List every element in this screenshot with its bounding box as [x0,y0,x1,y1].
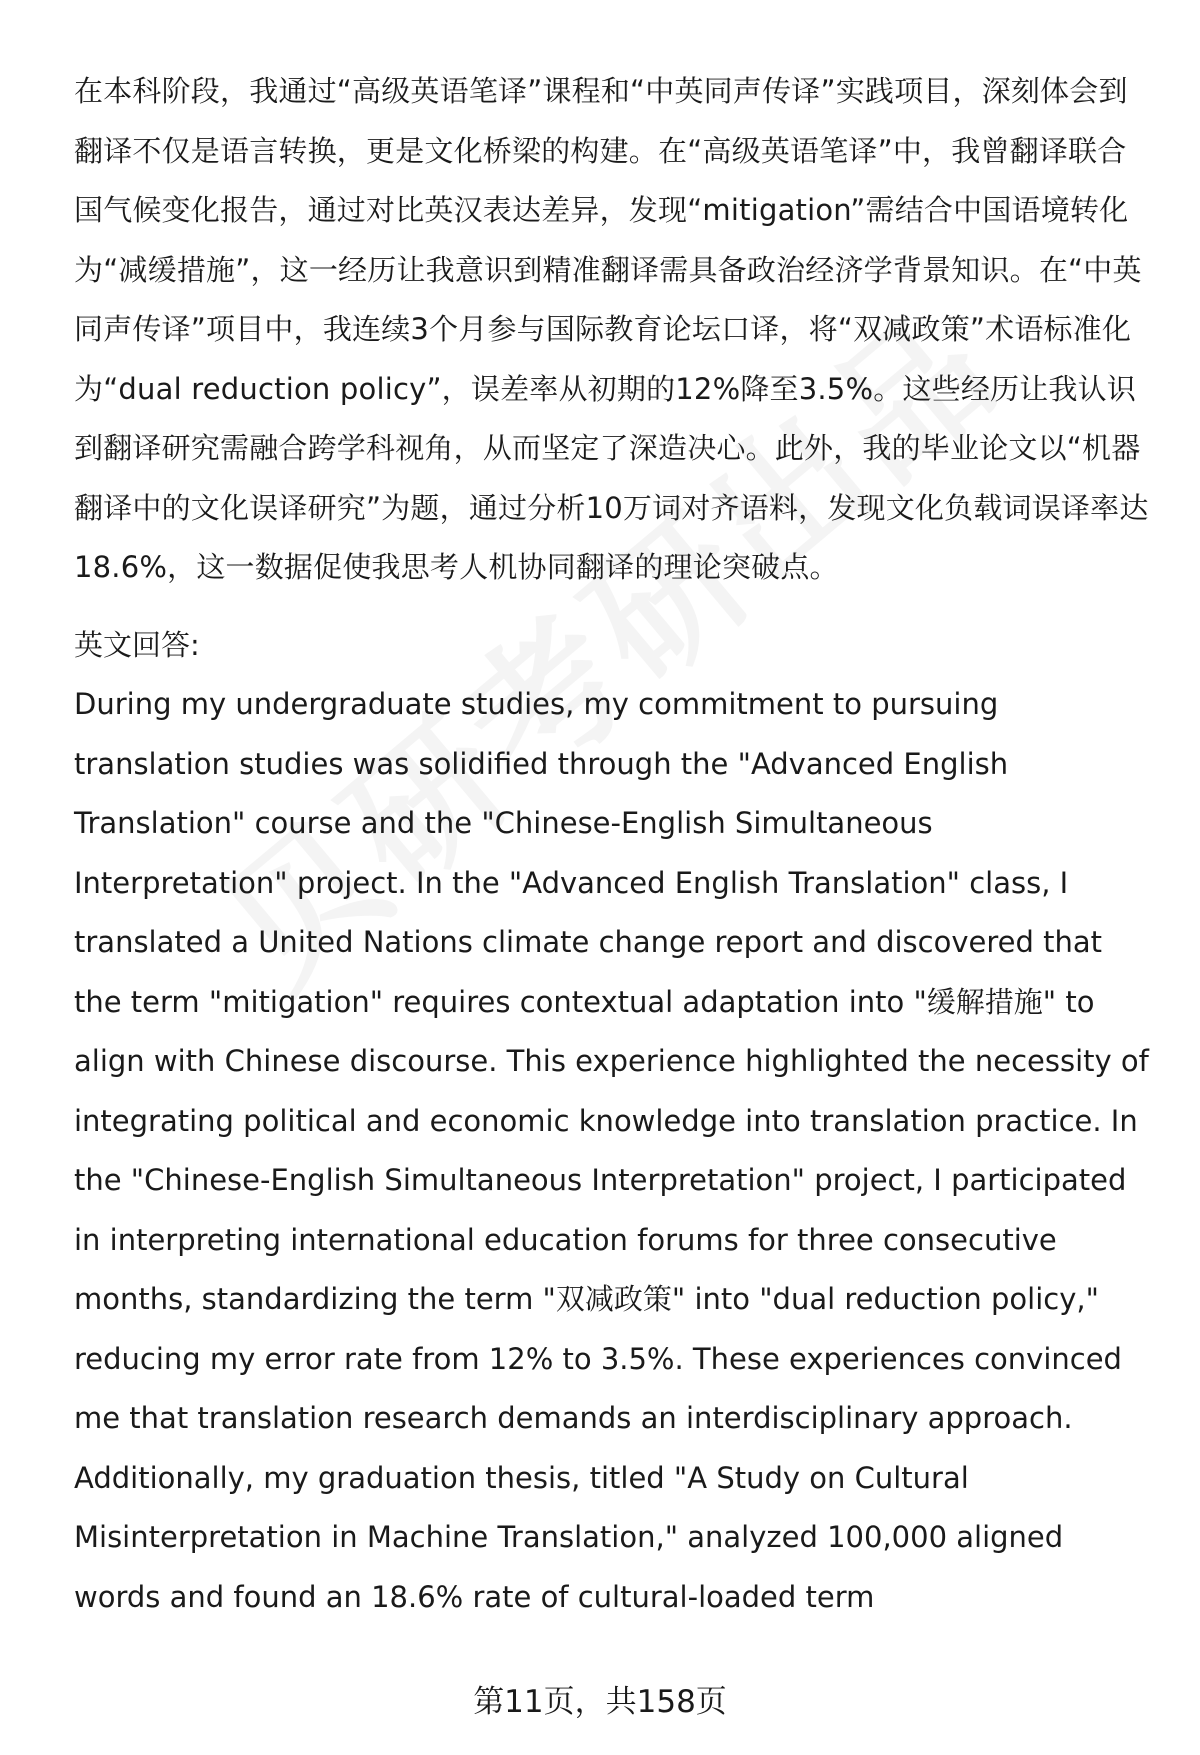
chinese-answer-paragraph: 在本科阶段，我通过“高级英语笔译”课程和“中英同声传译”实践项目，深刻体会到翻译不仅是语言转换，更是文化桥梁的构建。在“高级英语笔译”中，我曾翻译联合国气候变化报告，通过对比英汉表达差异，发现“mitigation”需结合中国语境转化为“减缓措施”，这一经历让我意识到精准翻译需具备政治经济学背景知识。在“中英同声传译”项目中，我连续3个月参与国际教育论坛口译，将“双减政策”术语标准化为“dual reduction policy”，误差率从初期的12%降至3.5%。这些经历让我认识到翻译研究需融合跨学科视角，从而坚定了深造决心。此外，我的毕业论文以“机器翻译中的文化误译研究”为题，通过分析10万词对齐语料，发现文化负载词误译率达18.6%，这一数据促使我思考人机协同翻译的理论突破点。 [74,74,1149,584]
english-answer-paragraph: During my undergraduate studies, my commitment to pursuing translation studies was solidified through the "Advanced English Translation" course and the "Chinese-English Simultaneous Interpretation" project. In the "Advanced English Translation" class, I translated a United Nations climate change report and discovered that the term "mitigation" requires contextual adaptation into "缓解措施" to align with Chinese discourse. This experience highlighted the necessity of integrating political and economic knowledge into translation practice. In the "Chinese-English Simultaneous Interpretation" project, I participated in interpreting international education forums for three consecutive months, standardizing the term "双减政策" into "dual reduction policy," reducing my error rate from 12% to 3.5%. These experiences convinced me that translation research demands an interdisciplinary approach. Additionally, my graduation thesis, titled "A Study on Cultural Misinterpretation in Machine Translation," analyzed 100,000 aligned words and found an 18.6% rate of cultural-loaded term [74,687,1149,1614]
document-body [74,62,1154,1627]
page-number: 第11页，共158页 [473,1684,727,1720]
english-answer-label: 英文回答: [74,627,200,662]
